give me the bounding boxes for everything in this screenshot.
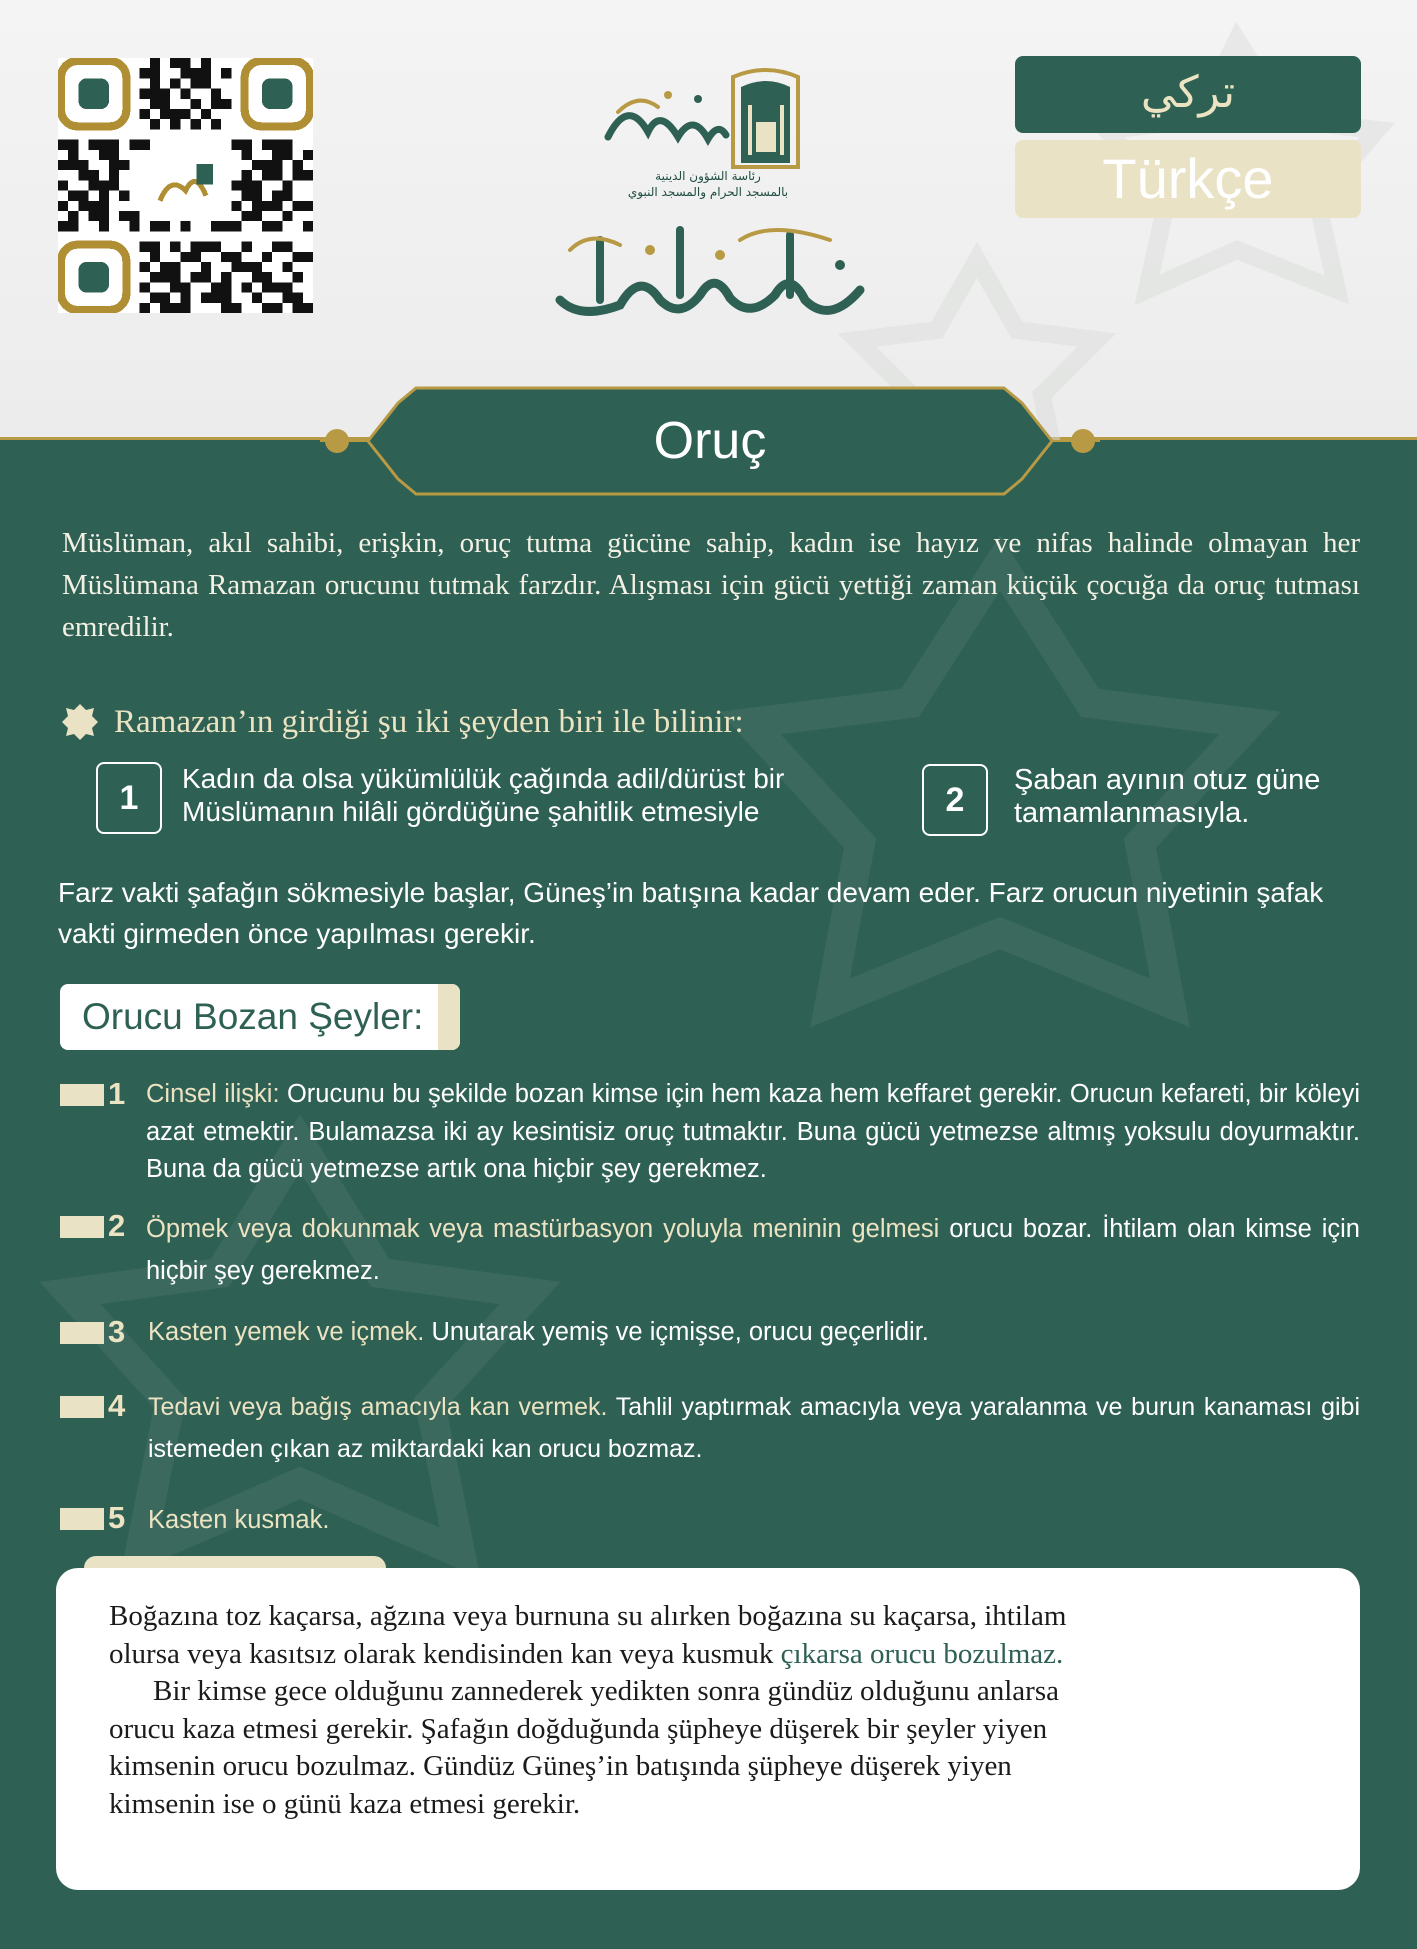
qr-code-icon[interactable]	[58, 58, 313, 313]
logo-subtitle-line2: بالمسجد الحرام والمسجد النبوي	[627, 185, 789, 199]
item-bar	[60, 1508, 104, 1530]
breaker-item-5-number: 5	[108, 1500, 126, 1535]
ramadan-item-1-line1: Kadın da olsa yükümlülük çağında adil/dürüst bir	[182, 763, 785, 794]
breaker-item-2-text	[146, 1208, 1360, 1292]
breakers-heading-pill	[60, 984, 460, 1050]
note-line2	[109, 1636, 1309, 1674]
ramadan-item-2-line2: tamamlanmasıyla.	[1014, 797, 1250, 829]
breaker-item-3-highlight: Kasten yemek ve içmek.	[148, 1318, 425, 1346]
note-line6: kimsenin ise o günü kaza etmesi gerekir.	[109, 1787, 581, 1820]
ramadan-section-heading	[58, 700, 958, 746]
note-line4: orucu kaza etmesi gerekir. Şafağın doğduğunda şüpheye düşerek bir şeyler yiyen	[109, 1712, 1048, 1745]
note-line3: Bir kimse gece olduğunu zannederek yedikten sonra gündüz olduğunu anlarsa	[153, 1675, 1059, 1707]
logo-subtitle-line1: رئاسة الشؤون الدينية	[655, 169, 761, 183]
breakers-heading: Orucu Bozan Şeyler:	[82, 996, 424, 1037]
page-title: Oruç	[653, 412, 767, 470]
breaker-item-1-highlight: Cinsel ilişki:	[146, 1080, 280, 1108]
risalat-alharamain-calligraphy-icon	[540, 210, 880, 340]
breaker-item-3-text	[148, 1314, 1362, 1352]
language-turkish-label: Türkçe	[1015, 140, 1361, 218]
note-line2-highlight: çıkarsa orucu bozulmaz.	[780, 1637, 1064, 1670]
item-bar	[60, 1084, 104, 1106]
breaker-item-3-body: Unutarak yemiş ve içmişse, orucu geçerlidir.	[424, 1318, 929, 1346]
breaker-item-2	[58, 1208, 1360, 1288]
breaker-item-3-number: 3	[108, 1314, 126, 1349]
item-bar	[60, 1322, 104, 1344]
note-line2-text: olursa veya kasıtsız olarak kendisinden kan veya kusmuk	[109, 1637, 781, 1670]
logo-subtitle	[598, 168, 818, 200]
breaker-item-4-body: Tahlil yaptırmak amacıyla veya yaralanma ve burun kanaması gibi istemeden çıkan az miktardaki kan orucu bozmaz.	[148, 1393, 1360, 1463]
note-line1: Boğazına toz kaçarsa, ağzına veya burnuna su alırken boğazına su kaçarsa, ihtilam	[109, 1600, 1067, 1632]
breaker-item-4	[58, 1386, 1360, 1466]
breaker-item-3	[58, 1314, 1360, 1354]
item-bar	[60, 1216, 104, 1238]
breaker-item-5-text	[148, 1502, 1362, 1540]
ramadan-item-2-line1: Şaban ayının otuz güne	[1014, 764, 1321, 796]
pill-edge	[438, 984, 460, 1050]
breaker-item-5-highlight: Kasten kusmak.	[148, 1506, 330, 1534]
breaker-item-1-text	[146, 1076, 1360, 1189]
intro-paragraph: Müslüman, akıl sahibi, erişkin, oruç tutma gücüne sahip, kadın ise hayız ve nifas halinde olmayan her Müslümana Ramazan orucunu tutmak farzdır. Alışması için gücü yettiği zaman küçük çocuğa da oruç tutması emredilir.	[62, 527, 1360, 643]
breaker-item-4-number: 4	[108, 1388, 126, 1423]
breaker-item-4-text	[148, 1386, 1360, 1470]
note-box	[56, 1568, 1360, 1890]
breaker-item-2-highlight: Öpmek veya dokunmak veya mastürbasyon yoluyla meninin gelmesi	[146, 1215, 940, 1243]
breaker-item-2-body: orucu bozar. İhtilam olan kimse için hiçbir şey gerekmez.	[146, 1215, 1360, 1285]
ramadan-item-2-text	[1014, 764, 1360, 830]
breaker-item-1-body: Orucunu bu şekilde bozan kimse için hem kaza hem keffaret gerekir. Orucun kefareti, bir köleyi azat etmektir. Bulamazsa iki ay kesintisiz oruç tutmaktır. Buna gücü yetmezse altmış yoksulu doyurmaktır. Buna da gücü yetmezse artık ona hiçbir şey gerekmez.	[146, 1080, 1360, 1183]
fast-time-paragraph: Farz vakti şafağın sökmesiyle başlar, Güneş’in batışına kadar devam eder. Farz orucun niyetinin şafak vakti girmeden önce yapılması gerekir.	[58, 877, 1324, 949]
note-line5: kimsenin orucu bozulmaz. Gündüz Güneş’in batışında şüpheye düşerek yiyen	[109, 1750, 1012, 1782]
breaker-item-4-highlight: Tedavi veya bağış amacıyla kan vermek.	[148, 1393, 608, 1421]
ramadan-heading-text: Ramazan’ın girdiği şu iki şeyden biri ile bilinir:	[114, 704, 744, 740]
breaker-item-1	[58, 1076, 1360, 1196]
ramadan-item-1-text	[182, 762, 882, 828]
rosette-bullet-icon	[60, 702, 100, 742]
breaker-item-5	[58, 1502, 1360, 1542]
language-arabic-label: تركي	[1015, 56, 1361, 133]
ramadan-item-1-number: 1	[96, 762, 162, 834]
ramadan-item-2-number: 2	[922, 764, 988, 836]
note-text	[109, 1598, 1309, 1823]
breaker-item-2-number: 2	[108, 1208, 126, 1243]
ramadan-item-1-line2: Müslümanın hilâli gördüğüne şahitlik etmesiyle	[182, 796, 760, 827]
item-bar	[60, 1396, 104, 1418]
breaker-item-1-number: 1	[108, 1076, 126, 1111]
